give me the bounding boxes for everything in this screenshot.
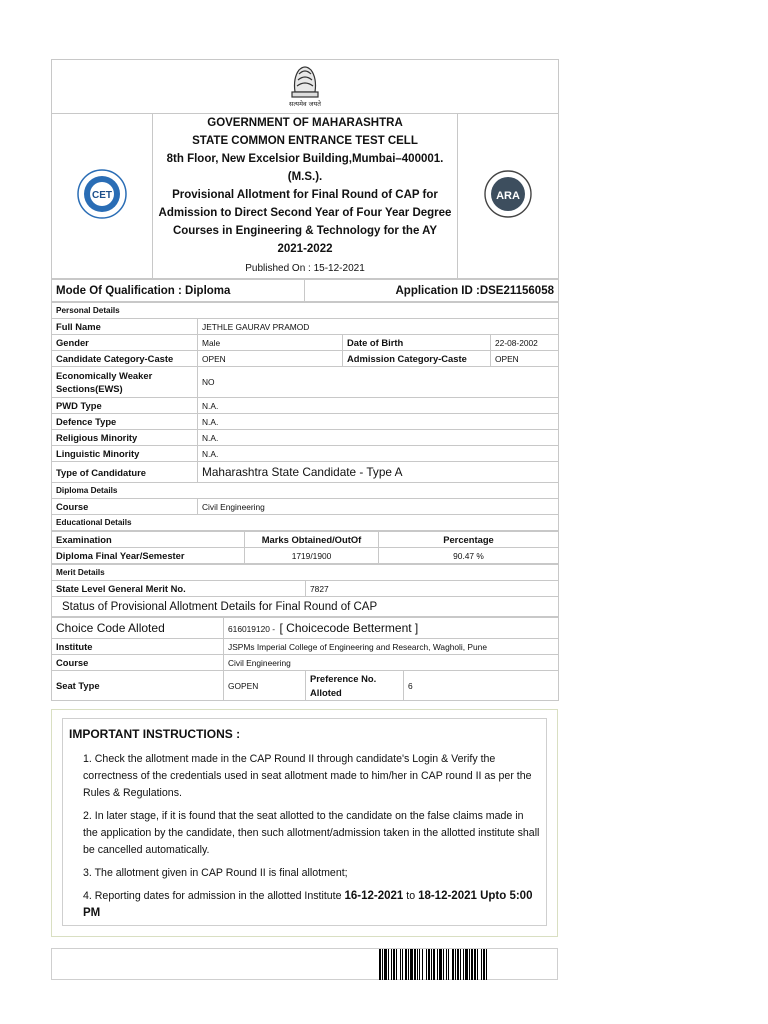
barcode-bar [428, 949, 430, 980]
ara-logo-text: ARA [496, 189, 520, 202]
category-label: Candidate Category-Caste [52, 351, 198, 367]
barcode-bar [426, 949, 427, 980]
merit-number-value: 7827 [306, 581, 559, 597]
category-value: OPEN [198, 351, 343, 367]
gender-value: Male [198, 335, 343, 351]
marks-value: 1719/1900 [245, 548, 379, 564]
footer-bar [51, 948, 558, 980]
barcode-bar [463, 949, 464, 980]
barcode-bar [448, 949, 449, 980]
admission-category-value: OPEN [491, 351, 559, 367]
choice-code-label: Choice Code Alloted [52, 618, 224, 639]
instruction-4 [83, 888, 540, 922]
diploma-course-label: Course [52, 499, 198, 515]
marks-header: Marks Obtained/OutOf [245, 532, 379, 548]
merit-details-section: Merit Details [52, 565, 559, 581]
barcode-bar [433, 949, 435, 980]
allotment-status-title: Status of Provisional Allotment Details for Final Round of CAP [52, 597, 559, 617]
diploma-details-section: Diploma Details [52, 483, 559, 499]
barcode-bar [483, 949, 485, 980]
barcode-bar [393, 949, 395, 980]
full-name-value: JETHLE GAURAV PRAMOD [198, 319, 559, 335]
reporting-start-date: 16-12-2021 [344, 890, 404, 902]
reporting-end-date: 18-12-2021 Upto 5:00 PM [83, 890, 533, 919]
govt-title: GOVERNMENT OF MAHARASHTRA [207, 117, 403, 129]
ara-logo-icon [483, 169, 533, 219]
barcode-bar [422, 949, 423, 980]
published-date: Published On : 15-12-2021 [245, 263, 365, 274]
examination-header: Examination [52, 532, 245, 548]
application-id: Application ID :DSE21156058 [305, 280, 559, 302]
barcode-icon [379, 949, 537, 980]
pwd-label: PWD Type [52, 398, 198, 414]
header-title-block [153, 114, 458, 279]
barcode-bar [443, 949, 444, 980]
emblem-caption: सत्यमेव जयते [289, 100, 321, 108]
preference-label: Preference No. Alloted [306, 671, 404, 701]
institute-label: Institute [52, 639, 224, 655]
barcode-bar [452, 949, 454, 980]
details-table [51, 302, 559, 531]
defence-value: N.A. [198, 414, 559, 430]
barcode-bar [457, 949, 459, 980]
address: 8th Floor, New Excelsior Building,Mumbai–400001. (M.S.). [166, 153, 444, 183]
ews-value: NO [198, 367, 559, 398]
pwd-value: N.A. [198, 398, 559, 414]
barcode-bar [379, 949, 381, 980]
percentage-value: 90.47 % [379, 548, 559, 564]
barcode-bar [465, 949, 468, 980]
candidature-value: Maharashtra State Candidate - Type A [198, 462, 559, 483]
merit-number-label: State Level General Merit No. [52, 581, 306, 597]
instructions-box [62, 718, 547, 926]
allotted-course-value: Civil Engineering [224, 655, 559, 671]
preference-value: 6 [404, 671, 559, 701]
cet-logo-text: CET [92, 189, 112, 201]
allotted-course-label: Course [52, 655, 224, 671]
barcode-bar [446, 949, 447, 980]
barcode-bar [408, 949, 409, 980]
linguistic-minority-label: Linguistic Minority [52, 446, 198, 462]
barcode-bar [382, 949, 383, 980]
allotment-letter [51, 59, 558, 701]
education-table [51, 531, 559, 564]
mode-of-qualification: Mode Of Qualification : Diploma [52, 280, 305, 302]
cet-logo-cell [52, 114, 153, 279]
barcode-bar [486, 949, 487, 980]
barcode-bar [410, 949, 413, 980]
seat-type-value: GOPEN [224, 671, 306, 701]
instruction-4-text: 4. Reporting dates for admission in the allotted Institute [83, 890, 342, 902]
barcode-bar [402, 949, 403, 980]
religious-minority-value: N.A. [198, 430, 559, 446]
linguistic-minority-value: N.A. [198, 446, 559, 462]
instructions-panel [51, 709, 558, 937]
barcode-bar [471, 949, 473, 980]
ara-logo-cell [458, 114, 559, 279]
allotment-heading: Provisional Allotment for Final Round of CAP for Admission to Direct Second Year of Four Year Degree Courses in Engineering & Technology for the AY 2021-2022 [158, 189, 452, 255]
dob-value: 22-08-2002 [491, 335, 559, 351]
instruction-2: 2. In later stage, if it is found that the seat allotted to the candidate on the false claims made in the application by the candidate, then such allotment/admission taken in the allotted institute shall be cancelled automatically. [83, 810, 540, 856]
admission-category-label: Admission Category-Caste [343, 351, 491, 367]
dob-label: Date of Birth [343, 335, 491, 351]
percentage-header: Percentage [379, 532, 559, 548]
candidature-label: Type of Candidature [52, 462, 198, 483]
merit-table [51, 564, 559, 617]
barcode-bar [455, 949, 456, 980]
barcode-bar [469, 949, 470, 980]
header-table [51, 59, 559, 279]
instructions-title: IMPORTANT INSTRUCTIONS : [69, 727, 241, 741]
barcode-bar [414, 949, 416, 980]
defence-label: Defence Type [52, 414, 198, 430]
ews-label: Economically Weaker Sections(EWS) [52, 367, 198, 398]
barcode-bar [419, 949, 420, 980]
gender-label: Gender [52, 335, 198, 351]
full-name-label: Full Name [52, 319, 198, 335]
instruction-1: 1. Check the allotment made in the CAP Round II through candidate's Login & Verify the correctness of the credentials used in seat allotment made to him/her in CAP round II as per the Rules & Regulations. [83, 753, 532, 799]
barcode-bar [481, 949, 482, 980]
barcode-bar [477, 949, 478, 980]
national-emblem-icon [283, 60, 327, 108]
religious-minority-label: Religious Minority [52, 430, 198, 446]
personal-details-section: Personal Details [52, 303, 559, 319]
instruction-4-to: to [406, 890, 416, 902]
diploma-course-value: Civil Engineering [198, 499, 559, 515]
qualification-table [51, 279, 559, 302]
barcode-bar [391, 949, 392, 980]
seat-type-label: Seat Type [52, 671, 224, 701]
barcode-bar [388, 949, 389, 980]
cet-cell-logo-icon [76, 168, 128, 220]
barcode-bar [460, 949, 461, 980]
cell-title: STATE COMMON ENTRANCE TEST CELL [192, 135, 418, 147]
barcode-bar [437, 949, 438, 980]
educational-details-section: Educational Details [52, 515, 559, 531]
barcode-bar [400, 949, 401, 980]
barcode-bar [396, 949, 397, 980]
barcode-bar [417, 949, 418, 980]
choice-code-cell [224, 618, 559, 639]
emblem-cell [52, 60, 559, 114]
barcode-bar [405, 949, 407, 980]
barcode-bar [431, 949, 432, 980]
choice-code-note: [ Choicecode Betterment ] [279, 621, 419, 635]
allotment-table [51, 617, 559, 701]
barcode-bar [439, 949, 442, 980]
choice-code-value: 616019120 - [228, 624, 276, 634]
instruction-3: 3. The allotment given in CAP Round II is final allotment; [83, 867, 348, 879]
barcode-bar [384, 949, 387, 980]
institute-value: JSPMs Imperial College of Engineering and Research, Wagholi, Pune [224, 639, 559, 655]
barcode-bar [474, 949, 476, 980]
examination-value: Diploma Final Year/Semester [52, 548, 245, 564]
